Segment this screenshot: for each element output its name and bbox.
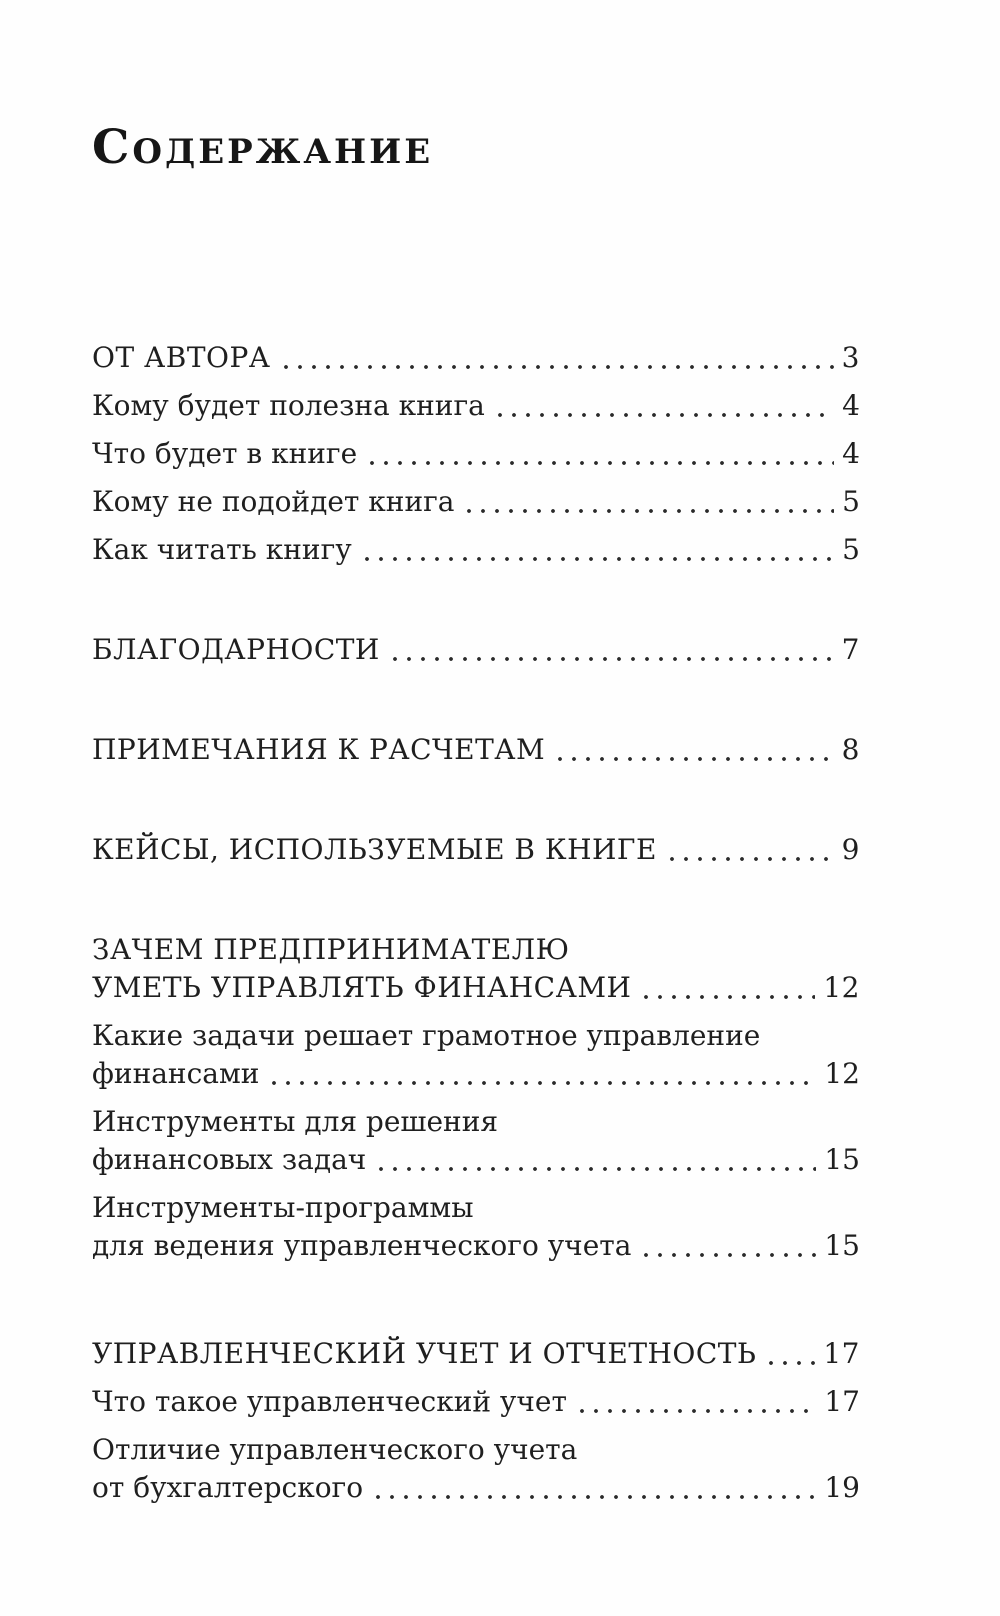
toc-line bbox=[92, 1431, 860, 1469]
dot-leader bbox=[374, 1141, 816, 1179]
toc-line bbox=[92, 435, 860, 473]
toc-line bbox=[92, 1055, 860, 1093]
toc-entry-label: ПРИМЕЧАНИЯ К РАСЧЕТАМ bbox=[92, 733, 546, 767]
toc-entry-page: 8 bbox=[841, 733, 860, 767]
toc-line bbox=[92, 483, 860, 521]
toc-entry-label-line1: ЗАЧЕМ ПРЕДПРИНИМАТЕЛЮ bbox=[92, 933, 570, 967]
toc-entry-page: 15 bbox=[824, 1229, 860, 1263]
dot-leader bbox=[764, 1335, 815, 1373]
toc-entry-page: 4 bbox=[842, 437, 860, 471]
toc-entry-label-line1: Отличие управленческого учета bbox=[92, 1433, 578, 1467]
toc-entry-kak-chitat-knigu bbox=[92, 531, 860, 569]
toc-line bbox=[92, 531, 860, 569]
toc-line bbox=[92, 969, 860, 1007]
toc-entry-ot-avtora bbox=[92, 339, 860, 377]
toc-entry-label-line1: Инструменты для решения bbox=[92, 1105, 499, 1139]
dot-leader bbox=[371, 1469, 816, 1507]
toc-line bbox=[92, 387, 860, 425]
toc-line bbox=[92, 1469, 860, 1507]
toc-entry-label-line2: финансовых задач bbox=[92, 1143, 367, 1177]
toc-entry-label: Что будет в книге bbox=[92, 437, 358, 471]
toc-entry-label-line1: Инструменты-программы bbox=[92, 1191, 474, 1225]
toc-entry-chto-takoe-uchet bbox=[92, 1383, 860, 1421]
toc-entry-zachem-predprinimatelyu bbox=[92, 931, 860, 1007]
toc-entry-page: 5 bbox=[842, 533, 860, 567]
toc-line bbox=[92, 931, 860, 969]
toc-list bbox=[92, 339, 860, 1507]
toc-entry-page: 17 bbox=[823, 1337, 860, 1371]
toc-line bbox=[92, 339, 860, 377]
toc-entry-keysy bbox=[92, 831, 860, 869]
dot-leader bbox=[665, 831, 834, 869]
toc-line bbox=[92, 1017, 860, 1055]
toc-entry-kakie-zadachi bbox=[92, 1017, 860, 1093]
toc-entry-label-line2: УМЕТЬ УПРАВЛЯТЬ ФИНАНСАМИ bbox=[92, 971, 632, 1005]
toc-entry-page: 5 bbox=[842, 485, 860, 519]
toc-entry-label-line1: Какие задачи решает грамотное управление bbox=[92, 1019, 761, 1053]
toc-entry-label-line2: финансами bbox=[92, 1057, 260, 1091]
toc-line bbox=[92, 1189, 860, 1227]
toc-entry-komu-budet-polezna bbox=[92, 387, 860, 425]
dot-leader bbox=[639, 1227, 816, 1265]
toc-line bbox=[92, 831, 860, 869]
toc-entry-label: Что такое управленческий учет bbox=[92, 1385, 567, 1419]
toc-entry-page: 12 bbox=[823, 971, 860, 1005]
toc-entry-instrumenty-programmy bbox=[92, 1189, 860, 1265]
toc-line bbox=[92, 631, 860, 669]
toc-entry-page: 7 bbox=[841, 633, 860, 667]
toc-entry-page: 4 bbox=[842, 389, 860, 423]
toc-entry-chto-budet-v-knige bbox=[92, 435, 860, 473]
page-title: СОДЕРЖАНИЕ bbox=[92, 120, 434, 175]
toc-entry-label-line2: для ведения управленческого учета bbox=[92, 1229, 632, 1263]
toc-entry-label: Кому будет полезна книга bbox=[92, 389, 485, 423]
toc-entry-page: 17 bbox=[824, 1385, 860, 1419]
dot-leader bbox=[267, 1055, 816, 1093]
dot-leader bbox=[639, 969, 815, 1007]
dot-leader bbox=[575, 1383, 816, 1421]
toc-line bbox=[92, 1227, 860, 1265]
toc-entry-label: БЛАГОДАРНОСТИ bbox=[92, 633, 380, 667]
toc-entry-primechaniya bbox=[92, 731, 860, 769]
toc-entry-label-line2: от бухгалтерского bbox=[92, 1471, 364, 1505]
toc-line bbox=[92, 1335, 860, 1373]
dot-leader bbox=[388, 631, 834, 669]
dot-leader bbox=[493, 387, 834, 425]
dot-leader bbox=[462, 483, 834, 521]
toc-entry-blagodarnosti bbox=[92, 631, 860, 669]
toc-entry-komu-ne-podoydet bbox=[92, 483, 860, 521]
toc-entry-label: ОТ АВТОРА bbox=[92, 341, 271, 375]
toc-line bbox=[92, 1141, 860, 1179]
toc-entry-page: 3 bbox=[841, 341, 860, 375]
toc-entry-label: Кому не подойдет книга bbox=[92, 485, 455, 519]
toc-entry-otlichie-ucheta bbox=[92, 1431, 860, 1507]
toc-entry-label: УПРАВЛЕНЧЕСКИЙ УЧЕТ И ОТЧЕТНОСТЬ bbox=[92, 1337, 757, 1371]
toc-entry-page: 19 bbox=[824, 1471, 860, 1505]
toc-line bbox=[92, 1383, 860, 1421]
dot-leader bbox=[279, 339, 834, 377]
toc-line bbox=[92, 1103, 860, 1141]
dot-leader bbox=[360, 531, 834, 569]
dot-leader bbox=[365, 435, 834, 473]
toc-entry-page: 12 bbox=[824, 1057, 860, 1091]
toc-entry-upravlencheskiy-uchet bbox=[92, 1335, 860, 1373]
toc-entry-page: 9 bbox=[841, 833, 860, 867]
toc-entry-label: КЕЙСЫ, ИСПОЛЬЗУЕМЫЕ В КНИГЕ bbox=[92, 833, 657, 867]
toc-entry-label: Как читать книгу bbox=[92, 533, 352, 567]
toc-line bbox=[92, 731, 860, 769]
dot-leader bbox=[553, 731, 834, 769]
toc-entry-page: 15 bbox=[824, 1143, 860, 1177]
toc-entry-instrumenty-dlya-resheniya bbox=[92, 1103, 860, 1179]
